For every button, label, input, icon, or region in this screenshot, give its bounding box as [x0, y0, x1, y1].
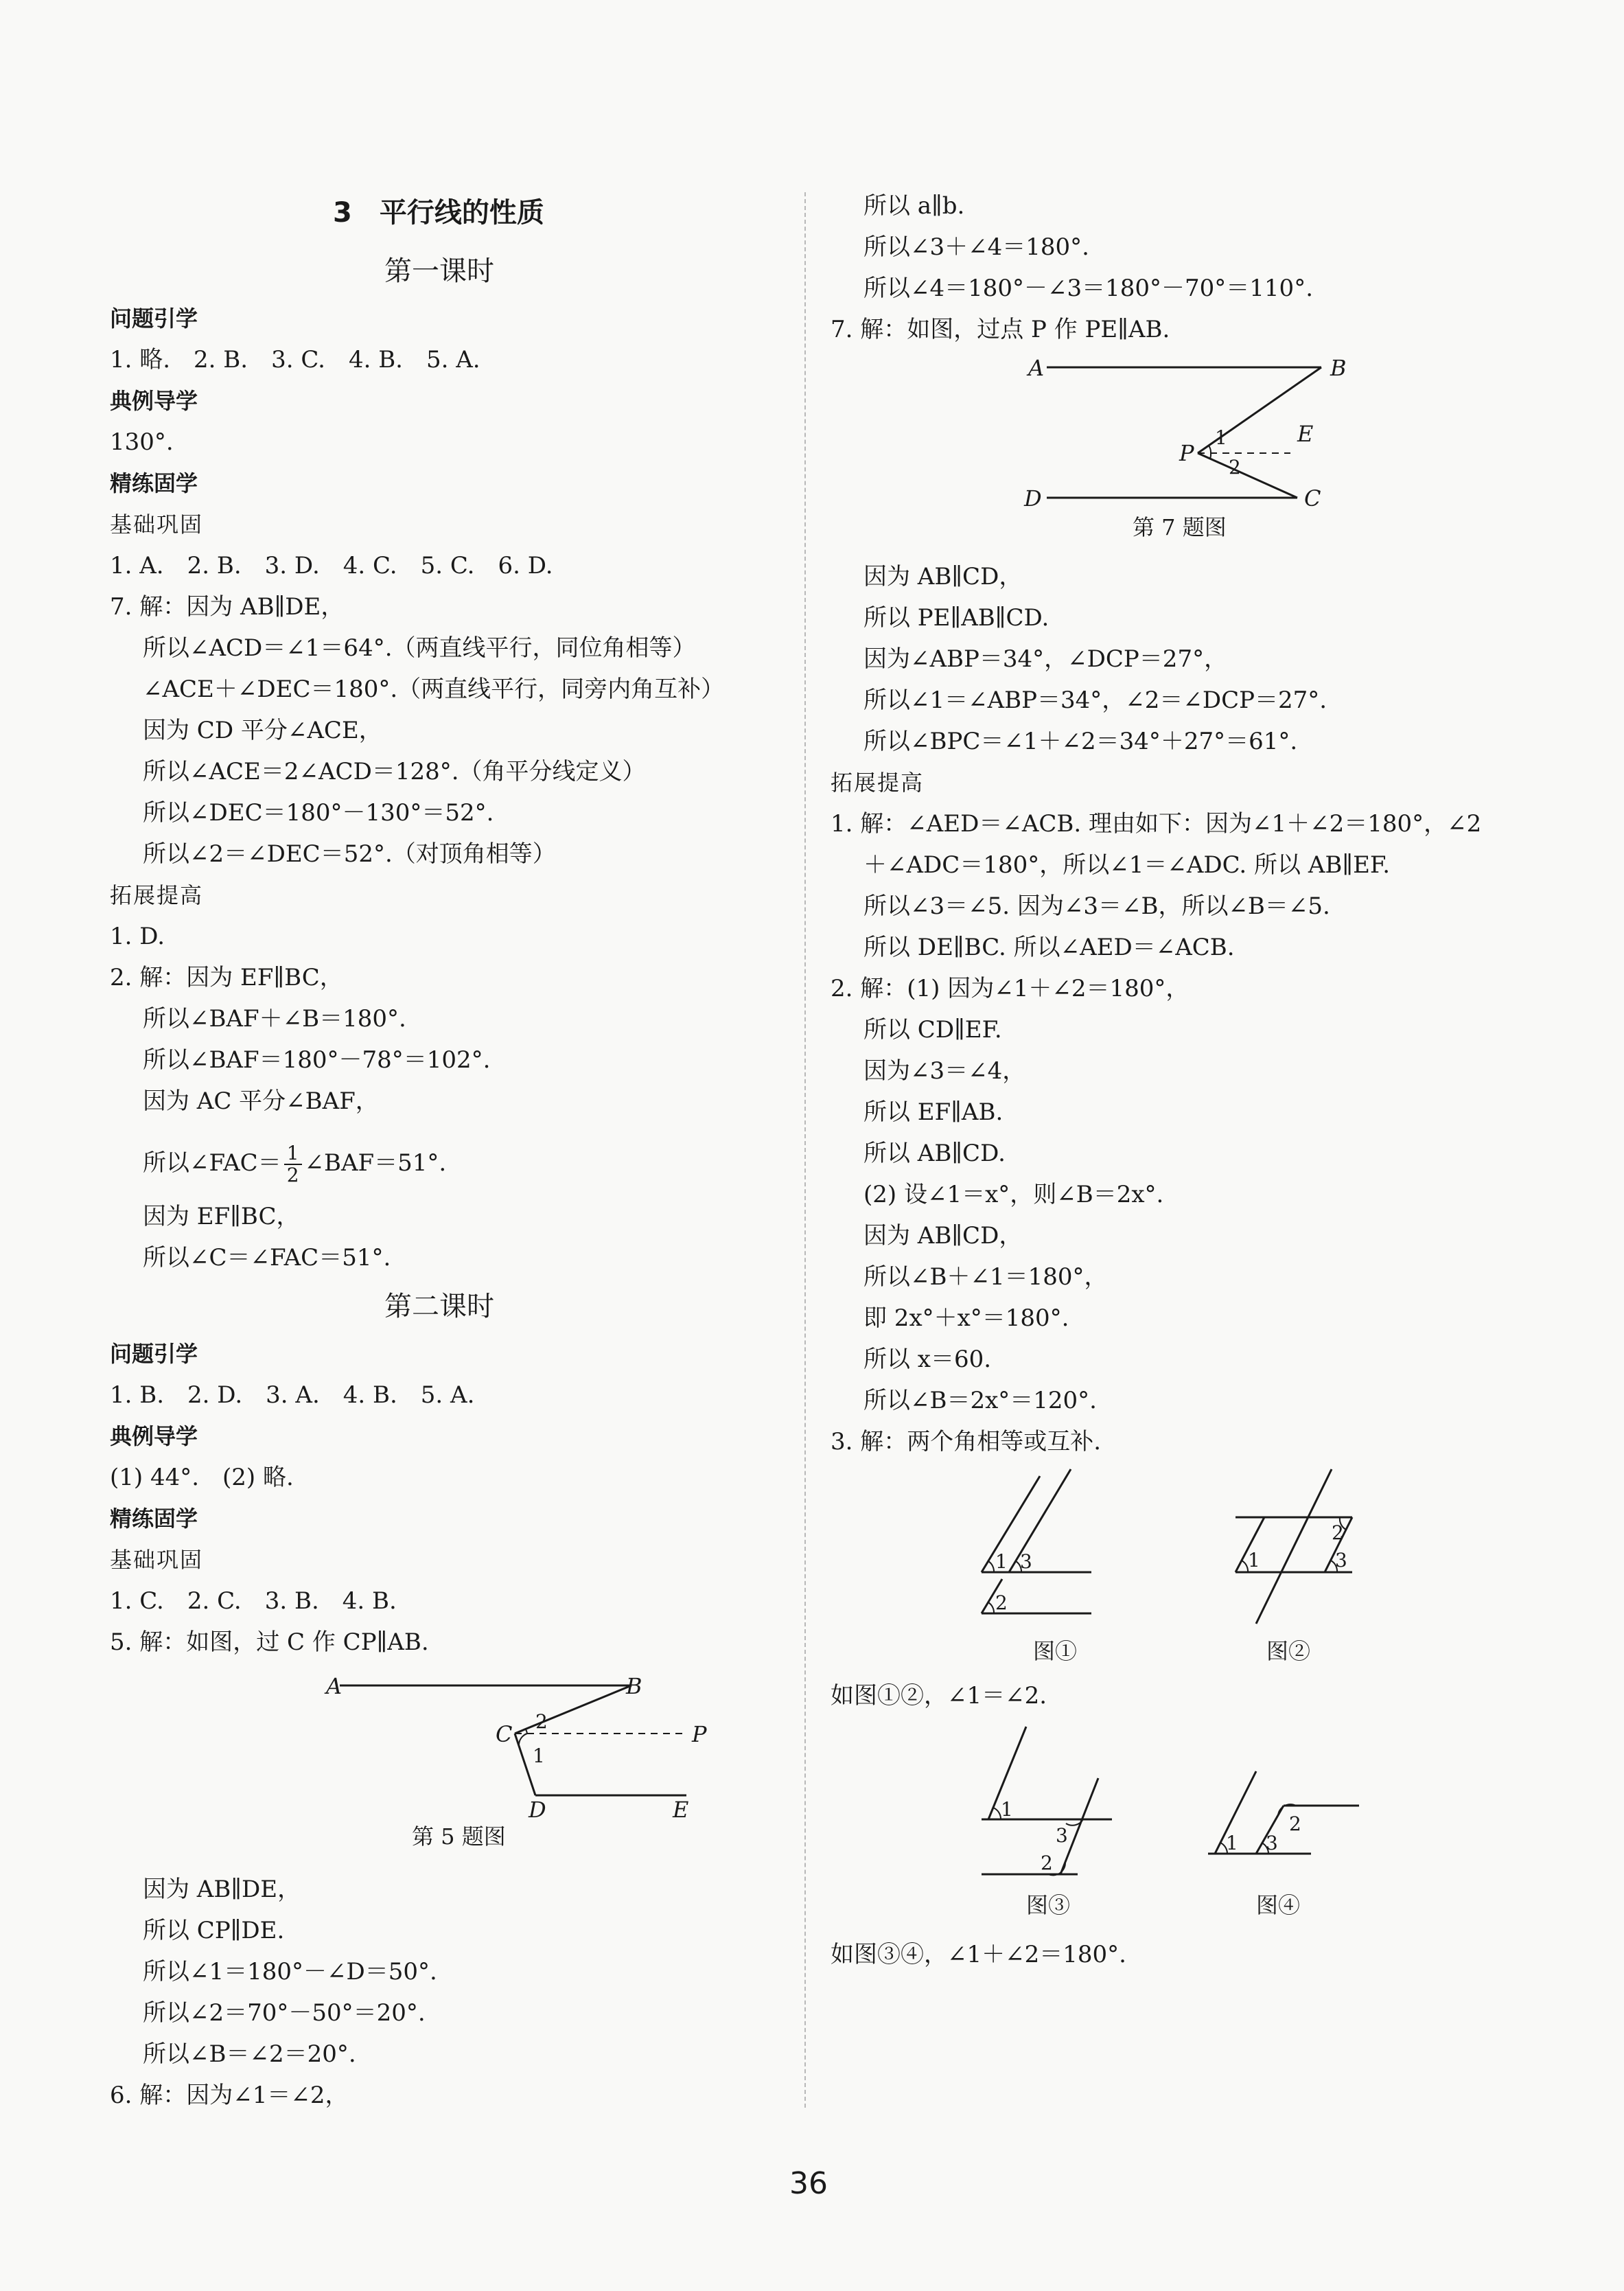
figure-5 — [323, 1665, 707, 1823]
r-ext1-line: ＋∠ADC＝180°，所以∠1＝∠ADC. 所以 AB∥EF. — [863, 851, 1391, 879]
r-ext2-line: 所以 EF∥AB. — [863, 1098, 1004, 1126]
fraction-prefix: 所以∠FAC＝ — [143, 1149, 281, 1177]
r-ext1-line: 所以 DE∥BC. 所以∠AED＝∠ACB. — [863, 934, 1235, 961]
l2-b5-line: 所以 CP∥DE. — [143, 1917, 285, 1944]
r-b7-head: 7. 解：如图，过点 P 作 PE∥AB. — [831, 316, 1170, 343]
r-top-line: 所以∠4＝180°－∠3＝180°－70°＝110°. — [863, 275, 1313, 302]
fig7-label-C: C — [1304, 485, 1321, 511]
r-top-line: 所以 a∥b. — [863, 192, 965, 220]
figure-7-caption: 第 7 题图 — [1133, 514, 1227, 540]
figure-1-caption: 图① — [1033, 1638, 1078, 1664]
r-ext2-line: 因为∠3＝∠4， — [863, 1057, 1026, 1085]
fig7-label-D: D — [1024, 485, 1042, 511]
fig7-label-B: B — [1330, 355, 1347, 381]
r-ext2-line: 所以∠B＋∠1＝180°， — [863, 1263, 1108, 1291]
figure-4 — [1201, 1764, 1366, 1867]
figure-5-caption: 第 5 题图 — [412, 1823, 506, 1850]
r-ext2-line: 所以 AB∥CD. — [863, 1140, 1006, 1167]
fig3-angle-1: 1 — [1001, 1798, 1013, 1821]
l2-question-answers: 1. B. 2. D. 3. A. 4. B. 5. A. — [110, 1381, 475, 1409]
fig1-angle-2: 2 — [995, 1591, 1008, 1614]
r-ext2-head: 2. 解：(1) 因为∠1＋∠2＝180°， — [831, 975, 1190, 1002]
fig1-angle-3: 3 — [1020, 1550, 1032, 1573]
r-ext2-line: 即 2x°＋x°＝180°. — [863, 1304, 1069, 1332]
l2-b6-head: 6. 解：因为∠1＝∠2， — [110, 2082, 349, 2109]
fig5-label-E: E — [673, 1797, 689, 1823]
fig5-label-A: A — [326, 1673, 343, 1699]
figure-2 — [1229, 1462, 1366, 1627]
figure-1 — [975, 1462, 1112, 1620]
fig7-angle-2: 2 — [1229, 456, 1241, 479]
figure-1-svg — [975, 1462, 1112, 1620]
fig4-angle-3: 3 — [1266, 1832, 1278, 1854]
heading-jinglianguxue-2: 精练固学 — [110, 1506, 198, 1532]
l1-b7-line: 7. 解：因为 AB∥DE， — [110, 593, 345, 621]
fig5-angle-2: 2 — [535, 1710, 548, 1733]
figure-7 — [1009, 347, 1366, 511]
l1-b7-line: ∠ACE＋∠DEC＝180°.（两直线平行，同旁内角互补） — [143, 676, 725, 703]
r-ext1-line: 1. 解：∠AED＝∠ACB. 理由如下：因为∠1＋∠2＝180°，∠2 — [831, 810, 1482, 838]
fig4-angle-2: 2 — [1289, 1812, 1301, 1835]
page-number: 36 — [789, 2166, 828, 2201]
fig7-label-A: A — [1028, 355, 1045, 381]
r-ext1-line: 所以∠3＝∠5. 因为∠3＝∠B，所以∠B＝∠5. — [863, 893, 1330, 920]
l1-ext2-fraction-line — [110, 1143, 446, 1186]
r-ext3-equal: 如图①②，∠1＝∠2. — [831, 1682, 1047, 1709]
l1-ext2-line: 因为 EF∥BC， — [143, 1203, 300, 1230]
column-divider — [804, 192, 806, 2108]
heading-tuozhantigao-right: 拓展提高 — [831, 770, 925, 796]
heading-jichugonggu: 基础巩固 — [110, 511, 204, 538]
r-ext2-line: 因为 AB∥CD， — [863, 1222, 1023, 1250]
l2-b5-line: 所以∠1＝180°－∠D＝50°. — [143, 1958, 437, 1985]
r-ext3-supplementary: 如图③④，∠1＋∠2＝180°. — [831, 1941, 1126, 1968]
l1-b7-line: 所以∠ACD＝∠1＝64°.（两直线平行，同位角相等） — [143, 634, 696, 662]
section-title: 3 平行线的性质 — [333, 197, 544, 229]
l2-basic-answers: 1. C. 2. C. 3. B. 4. B. — [110, 1587, 397, 1615]
figure-3-caption: 图③ — [1026, 1892, 1071, 1918]
r-b7-line: 因为 AB∥CD， — [863, 563, 1023, 590]
figure-7-svg — [1009, 347, 1366, 511]
l1-ext2-line: 所以∠BAF＝180°－78°＝102°. — [143, 1046, 491, 1074]
l1-b7-line: 所以∠ACE＝2∠ACD＝128°.（角平分线定义） — [143, 758, 646, 785]
figure-4-caption: 图④ — [1256, 1892, 1301, 1918]
l2-b5-line: 因为 AB∥DE， — [143, 1876, 301, 1903]
figure-3-svg — [975, 1720, 1126, 1885]
r-b7-line: 所以∠1＝∠ABP＝34°，∠2＝∠DCP＝27°. — [863, 687, 1327, 714]
heading-dianliedaoxue: 典例导学 — [110, 388, 198, 414]
l1-b7-line: 所以∠2＝∠DEC＝52°.（对顶角相等） — [143, 840, 556, 868]
l1-ext2-line: 2. 解：因为 EF∥BC， — [110, 964, 343, 991]
lesson-2-title: 第二课时 — [384, 1291, 494, 1322]
r-ext2-line: (2) 设∠1＝x°，则∠B＝2x°. — [863, 1181, 1164, 1208]
l1-b7-line: 因为 CD 平分∠ACE， — [143, 717, 382, 744]
l1-b7-line: 所以∠DEC＝180°－130°＝52°. — [143, 799, 494, 827]
fig3-angle-2: 2 — [1041, 1852, 1053, 1874]
fig4-angle-1: 1 — [1226, 1832, 1238, 1854]
figure-5-svg — [323, 1665, 707, 1823]
l2-b5-line: 所以∠B＝∠2＝20°. — [143, 2040, 356, 2068]
fig1-angle-1: 1 — [995, 1550, 1008, 1573]
figure-3 — [975, 1720, 1126, 1885]
fraction-suffix: ∠BAF＝51°. — [304, 1149, 447, 1177]
fig7-label-E: E — [1297, 421, 1314, 447]
heading-wentiyinxue-2: 问题引学 — [110, 1341, 198, 1367]
l1-basic-answers: 1. A. 2. B. 3. D. 4. C. 5. C. 6. D. — [110, 552, 553, 579]
figure-2-svg — [1229, 1462, 1366, 1627]
fig2-angle-2: 2 — [1332, 1521, 1344, 1544]
figure-2-caption: 图② — [1266, 1638, 1311, 1664]
fig5-label-B: B — [626, 1673, 642, 1699]
fig2-angle-1: 1 — [1248, 1549, 1260, 1572]
r-b7-line: 所以 PE∥AB∥CD. — [863, 604, 1049, 632]
r-ext2-line: 所以∠B＝2x°＝120°. — [863, 1387, 1097, 1414]
fig5-angle-1: 1 — [533, 1745, 545, 1767]
fig5-label-D: D — [529, 1797, 546, 1823]
l1-ext2-line: 所以∠BAF＋∠B＝180°. — [143, 1005, 406, 1033]
l1-ext2-line: 因为 AC 平分∠BAF， — [143, 1087, 379, 1115]
r-ext2-line: 所以 CD∥EF. — [863, 1016, 1002, 1044]
fraction-numerator: 1 — [284, 1143, 302, 1165]
l1-question-answers: 1. 略. 2. B. 3. C. 4. B. 5. A. — [110, 346, 480, 373]
r-ext2-line: 所以 x＝60. — [863, 1346, 992, 1373]
fig3-angle-3: 3 — [1056, 1824, 1068, 1847]
heading-tuozhantigao: 拓展提高 — [110, 882, 204, 908]
fig5-label-P: P — [692, 1721, 707, 1747]
heading-jichugonggu-2: 基础巩固 — [110, 1547, 204, 1573]
fig2-angle-3: 3 — [1335, 1549, 1347, 1572]
l1-example-answer: 130°. — [110, 428, 174, 456]
figure-4-svg — [1201, 1764, 1366, 1867]
fraction-denominator: 2 — [286, 1164, 299, 1186]
fig5-label-C: C — [496, 1721, 513, 1747]
fraction-half — [284, 1143, 302, 1186]
heading-wentiyinxue: 问题引学 — [110, 306, 198, 332]
l2-example-answer: (1) 44°. (2) 略. — [110, 1464, 294, 1491]
heading-dianliedaoxue-2: 典例导学 — [110, 1423, 198, 1449]
r-b7-line: 所以∠BPC＝∠1＋∠2＝34°＋27°＝61°. — [863, 728, 1298, 755]
r-top-line: 所以∠3＋∠4＝180°. — [863, 233, 1089, 261]
l2-b5-line: 所以∠2＝70°－50°＝20°. — [143, 1999, 426, 2027]
r-b7-line: 因为∠ABP＝34°，∠DCP＝27°， — [863, 645, 1228, 673]
fig7-angle-1: 1 — [1215, 426, 1227, 449]
l2-b5-head: 5. 解：如图，过 C 作 CP∥AB. — [110, 1628, 429, 1656]
lesson-1-title: 第一课时 — [384, 255, 494, 287]
heading-jinglianguxue: 精练固学 — [110, 470, 198, 496]
r-ext3-head: 3. 解：两个角相等或互补. — [831, 1428, 1102, 1455]
l1-ext1: 1. D. — [110, 923, 165, 950]
fig7-label-P: P — [1179, 440, 1194, 466]
l1-ext2-line: 所以∠C＝∠FAC＝51°. — [143, 1244, 391, 1271]
